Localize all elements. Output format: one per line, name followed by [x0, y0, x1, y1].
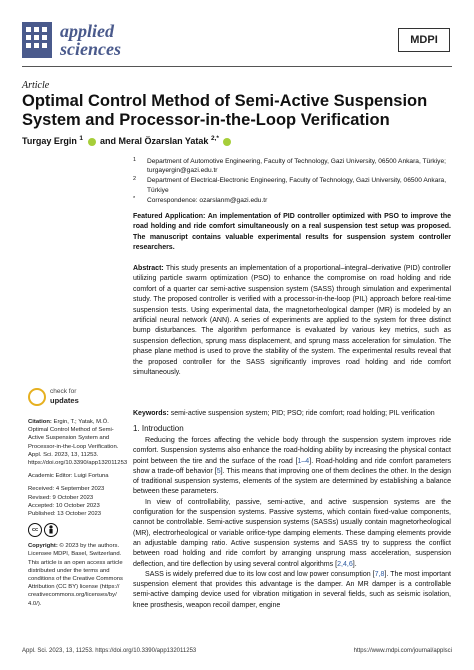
journal-logo-line2: sciences	[60, 39, 121, 59]
citation-text[interactable]: Ergin, T.; Yatak, M.Ö. Optimal Control Method of Semi-Active Suspension System and Processor-in-the-Loop Verification. Appl. Sci. 2023, 13, 11253. https://doi.org/10.3390/app132011253	[28, 419, 128, 467]
copyright-text: © 2023 by the authors. Licensee MDPI, Basel, Switzerland. This article is an open access article distributed under the terms and conditions of the Creative Commons Attribution (CC BY) license (https:// creativecommons.org/licenses/by/ 4.0/).	[28, 543, 123, 607]
affiliation-marker: 2,*	[210, 135, 219, 142]
affiliation-item	[133, 196, 453, 205]
keywords	[133, 409, 451, 419]
affiliation-item	[133, 157, 453, 175]
journal-grid-icon	[22, 22, 52, 58]
creative-commons-icon: cc	[28, 523, 42, 537]
reference-link[interactable]: 2,4,6	[337, 560, 353, 568]
author-name[interactable]: Turgay Ergin	[22, 136, 77, 146]
affiliation-item	[133, 176, 453, 194]
article-info-sidebar	[28, 418, 128, 608]
check-updates-icon	[28, 388, 46, 406]
abstract	[133, 264, 451, 378]
body-paragraph: SASS is widely preferred due to its low cost and low power consumption [7,8]. The most important suspension element that provides this advantage is the damper. An MR damper is a controllable semi-active damping device used for vibration mitigation in several fields, such as seismic isolation, knee prosthesis, weapon recoil damper, engine	[133, 570, 452, 609]
check-updates-line1: check for	[50, 388, 77, 395]
section-heading: 1. Introduction	[133, 424, 184, 433]
body-paragraph: Reducing the forces affecting the vehicle body through the suspension system improves ride comfort. Suspension systems also enhance the road-holding ability by increasing the physical contact point between the tire and the surface of the road [1–4]. Road-holding and ride comfort parameters show a trade-off behavior [5]. This means that improving one of them declines the other. In the design of traditional suspension systems, elements of the system are determined by establishing a balance between these parameters.	[133, 437, 451, 496]
check-updates-line2: updates	[50, 396, 79, 405]
affiliation-text: Department of Automotive Engineering, Faculty of Technology, Gazi University, 06500 Ankara, Türkiye; turgayergin@gazi.edu.tr	[147, 158, 446, 175]
citation-block	[28, 418, 128, 467]
reference-link[interactable]: 1–4	[297, 457, 310, 465]
journal-logo-line1: applied	[60, 21, 114, 41]
check-for-updates-button[interactable]	[28, 386, 108, 410]
article-type: Article	[22, 80, 50, 91]
page-footer	[22, 648, 452, 654]
abstract-text: This study presents an implementation of a proportional–integral–derivative (PID) controller utilizing particle swarm optimization (PSO) to enhance the compromise on road holding and ride comfort of a quarter car semi-active suspension system (SASS) through simulation and experimental study. The proposed controller is verified with a processor-in-the-loop (PIL) approach before real-time suspension tests. Using experimental data, the magnetorheological damper (MR) is modeled by an artificial neural network (ANN). A series of experiments are applied to the system for three distinct bump disturbances. The algorithm performance is evaluated by various key metrics, such as suspension deflection, sprung mass displacement, and sprung mass acceleration for simulation. The phase plane method is used to prove the stability of the system. The experimental results reveal that the proposed controller for the SASS significantly improves road holding and ride comfort simultaneously.	[133, 265, 451, 377]
journal-logo-text	[60, 22, 121, 58]
affiliation-number: 2	[133, 176, 137, 183]
affiliation-marker: 1	[79, 135, 83, 142]
featured-label: Featured Application:	[133, 213, 206, 220]
publisher-logo-text: MDPI	[398, 28, 450, 52]
cc-by-license-badge[interactable]	[28, 522, 124, 537]
affiliation-number: *	[133, 195, 136, 202]
header-divider	[22, 66, 452, 67]
paper-title: Optimal Control Method of Semi-Active Suspension System and Processor-in-the-Loop Verification	[22, 92, 428, 129]
author-conjunction: and	[100, 136, 117, 146]
publisher-logo	[398, 28, 450, 60]
footer-journal-url[interactable]: https://www.mdpi.com/journal/applsci	[353, 648, 452, 654]
featured-application	[133, 212, 451, 254]
keywords-label: Keywords:	[133, 410, 169, 417]
copyright-block	[28, 542, 124, 608]
affiliation-number: 1	[133, 157, 137, 163]
introduction-body	[133, 436, 451, 611]
reference-link[interactable]: 5	[216, 467, 221, 475]
copyright-label: Copyright:	[28, 543, 58, 550]
author-name[interactable]: Meral Özarslan Yatak	[118, 136, 209, 146]
accepted-date: Accepted: 10 October 2023	[28, 502, 100, 509]
keywords-text: semi-active suspension system; PID; PSO; ride comfort; road holding; PIL verification	[170, 410, 435, 417]
author-list	[22, 135, 233, 146]
published-date: Published: 13 October 2023	[28, 511, 102, 518]
academic-editor: Academic Editor: Luigi Fortuna	[28, 473, 109, 480]
affiliation-text: Department of Electrical-Electronic Engineering, Faculty of Technology, Gazi University, 06500 Ankara, Türkiye	[147, 177, 447, 194]
footer-citation[interactable]: Appl. Sci. 2023, 13, 11253. https://doi.org/10.3390/app132011253	[22, 648, 197, 654]
featured-text: An implementation of PID controller optimized with PSO to improve the road holding and ride comfort simultaneously on a real suspension test setup was proposed. The manuscript contains valuable experimental results for suspension system controller researchers.	[133, 213, 451, 252]
attribution-person-icon	[44, 523, 58, 537]
orcid-icon[interactable]	[223, 138, 231, 146]
correspondence-text: Correspondence: ozarslanm@gazi.edu.tr	[147, 196, 268, 204]
orcid-icon[interactable]	[88, 138, 96, 146]
reference-link[interactable]: 7,8	[374, 570, 385, 578]
affiliations	[133, 157, 453, 206]
abstract-label: Abstract:	[133, 265, 164, 272]
body-paragraph: In view of controllability, passive, semi-active, and active suspension systems are the configuration for the suspension systems. Passive systems, which contain fixed-value components, cannot be controllable. Semi-active suspension systems (SASSs) usually contain magnetorheological (MR), electrorheological or variable orifice-type damping elements. These damping elements provide an adjustable damping ratio. Active suspension systems and SASS try to suppress the conflict between road holding and ride comfort by arranging unsprung mass acceleration, suspension deflection, and tire deflection by using several control algorithms [2,4,6].	[133, 498, 451, 568]
received-date: Received: 4 September 2023	[28, 486, 105, 493]
citation-label: Citation:	[28, 419, 52, 425]
revised-date: Revised: 9 October 2023	[28, 494, 94, 501]
